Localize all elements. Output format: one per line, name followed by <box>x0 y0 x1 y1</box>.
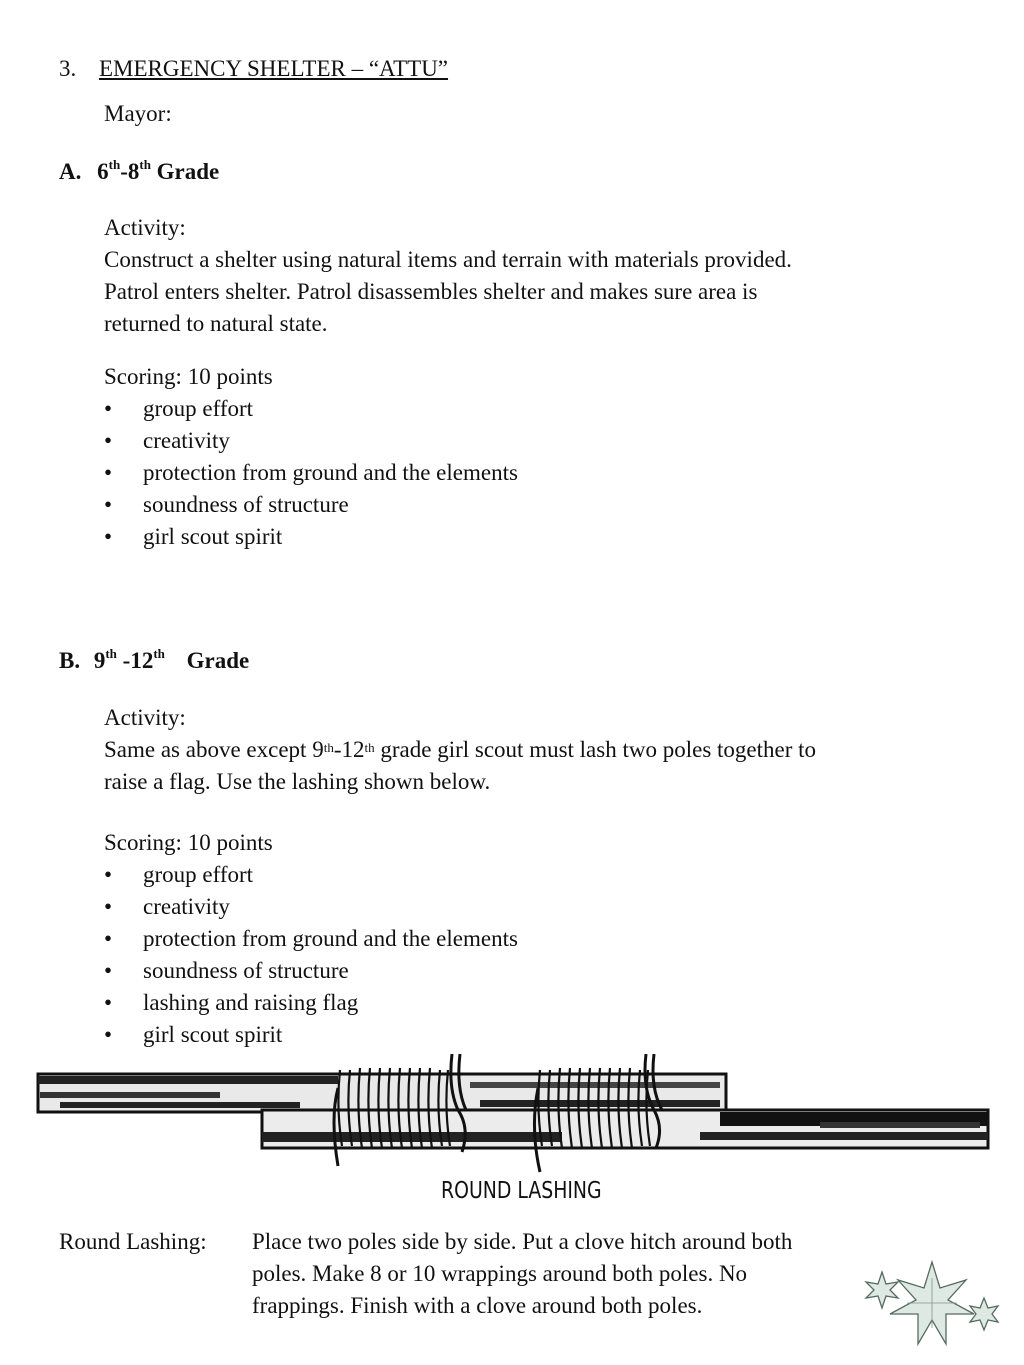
part-a-grade-sep: -8 <box>120 159 140 184</box>
bullet-icon: • <box>104 958 113 983</box>
part-b-letter: B. <box>59 648 81 673</box>
bullet-icon: • <box>104 926 113 951</box>
part-b-activity-label: Activity: <box>104 705 186 730</box>
part-b-activity-text: Same as above except 9 <box>104 737 324 762</box>
part-a-activity-line-1: Construct a shelter using natural items and terrain with materials provided. <box>104 247 792 272</box>
part-a-scoring-label: Scoring: 10 points <box>104 364 273 389</box>
bullet-text: girl scout spirit <box>143 1022 283 1047</box>
round-lashing-line-1: Place two poles side by side. Put a clove hitch around both <box>252 1229 793 1254</box>
bullet-text: group effort <box>143 862 254 887</box>
bullet-icon: • <box>104 492 113 517</box>
bullet-icon: • <box>104 524 113 549</box>
bullet-text: protection from ground and the elements <box>143 460 518 485</box>
part-b-activity-line-1 <box>104 734 816 766</box>
part-a-letter: A. <box>59 159 82 184</box>
illustration-caption: ROUND LASHING <box>441 1178 602 1204</box>
snowflake-icon <box>862 1258 1012 1348</box>
bullet-text: protection from ground and the elements <box>143 926 518 951</box>
part-b-heading <box>59 648 249 674</box>
part-a-activity-line-3: returned to natural state. <box>104 311 328 336</box>
part-a-grade-end-sup: th <box>139 157 151 172</box>
bullet-icon: • <box>104 990 113 1015</box>
section-number: 3. <box>59 56 77 81</box>
bullet-icon: • <box>104 1022 113 1047</box>
bullet-text: creativity <box>143 428 230 453</box>
part-b-grade-sep: -12 <box>116 648 154 673</box>
part-a-grade-start: 6 <box>97 159 109 184</box>
part-b-activity-sup: th <box>323 740 334 755</box>
bullet-icon: • <box>104 894 113 919</box>
bullet-text: girl scout spirit <box>143 524 283 549</box>
part-b-grade-end-sup: th <box>153 646 165 661</box>
bullet-icon: • <box>104 862 113 887</box>
part-b-grade-start-sup: th <box>105 646 117 661</box>
bullet-text: creativity <box>143 894 230 919</box>
bullet-icon: • <box>104 460 113 485</box>
section-title: EMERGENCY SHELTER – “ATTU” <box>99 56 449 81</box>
mayor-label: Mayor: <box>104 101 172 126</box>
part-b-activity-line-2: raise a flag. Use the lashing shown below. <box>104 769 491 794</box>
bullet-text: soundness of structure <box>143 492 349 517</box>
round-lashing-line-3: frappings. Finish with a clove around both poles. <box>252 1293 703 1318</box>
bullet-icon: • <box>104 396 113 421</box>
part-a-activity-line-2: Patrol enters shelter. Patrol disassembles shelter and makes sure area is <box>104 279 758 304</box>
bullet-text: lashing and raising flag <box>143 990 359 1015</box>
round-lashing-line-2: poles. Make 8 or 10 wrappings around both poles. No <box>252 1261 748 1286</box>
round-lashing-illustration <box>0 1048 1024 1178</box>
part-a-grade-word: Grade <box>156 159 220 184</box>
part-b-grade-start: 9 <box>93 648 106 673</box>
part-b-scoring-label: Scoring: 10 points <box>104 830 273 855</box>
part-a-activity-label: Activity: <box>104 215 186 240</box>
bullet-icon: • <box>104 428 113 453</box>
part-b-activity-text: grade girl scout must lash two poles together to <box>374 737 817 762</box>
bullet-text: group effort <box>143 396 254 421</box>
part-b-activity-sup: th <box>364 740 375 755</box>
bullet-text: soundness of structure <box>143 958 349 983</box>
part-a-grade-start-sup: th <box>108 157 121 172</box>
round-lashing-label: Round Lashing: <box>59 1229 207 1254</box>
part-a-heading <box>59 159 219 185</box>
part-b-activity-text: -12 <box>333 737 365 762</box>
part-b-grade-word: Grade <box>186 648 250 673</box>
